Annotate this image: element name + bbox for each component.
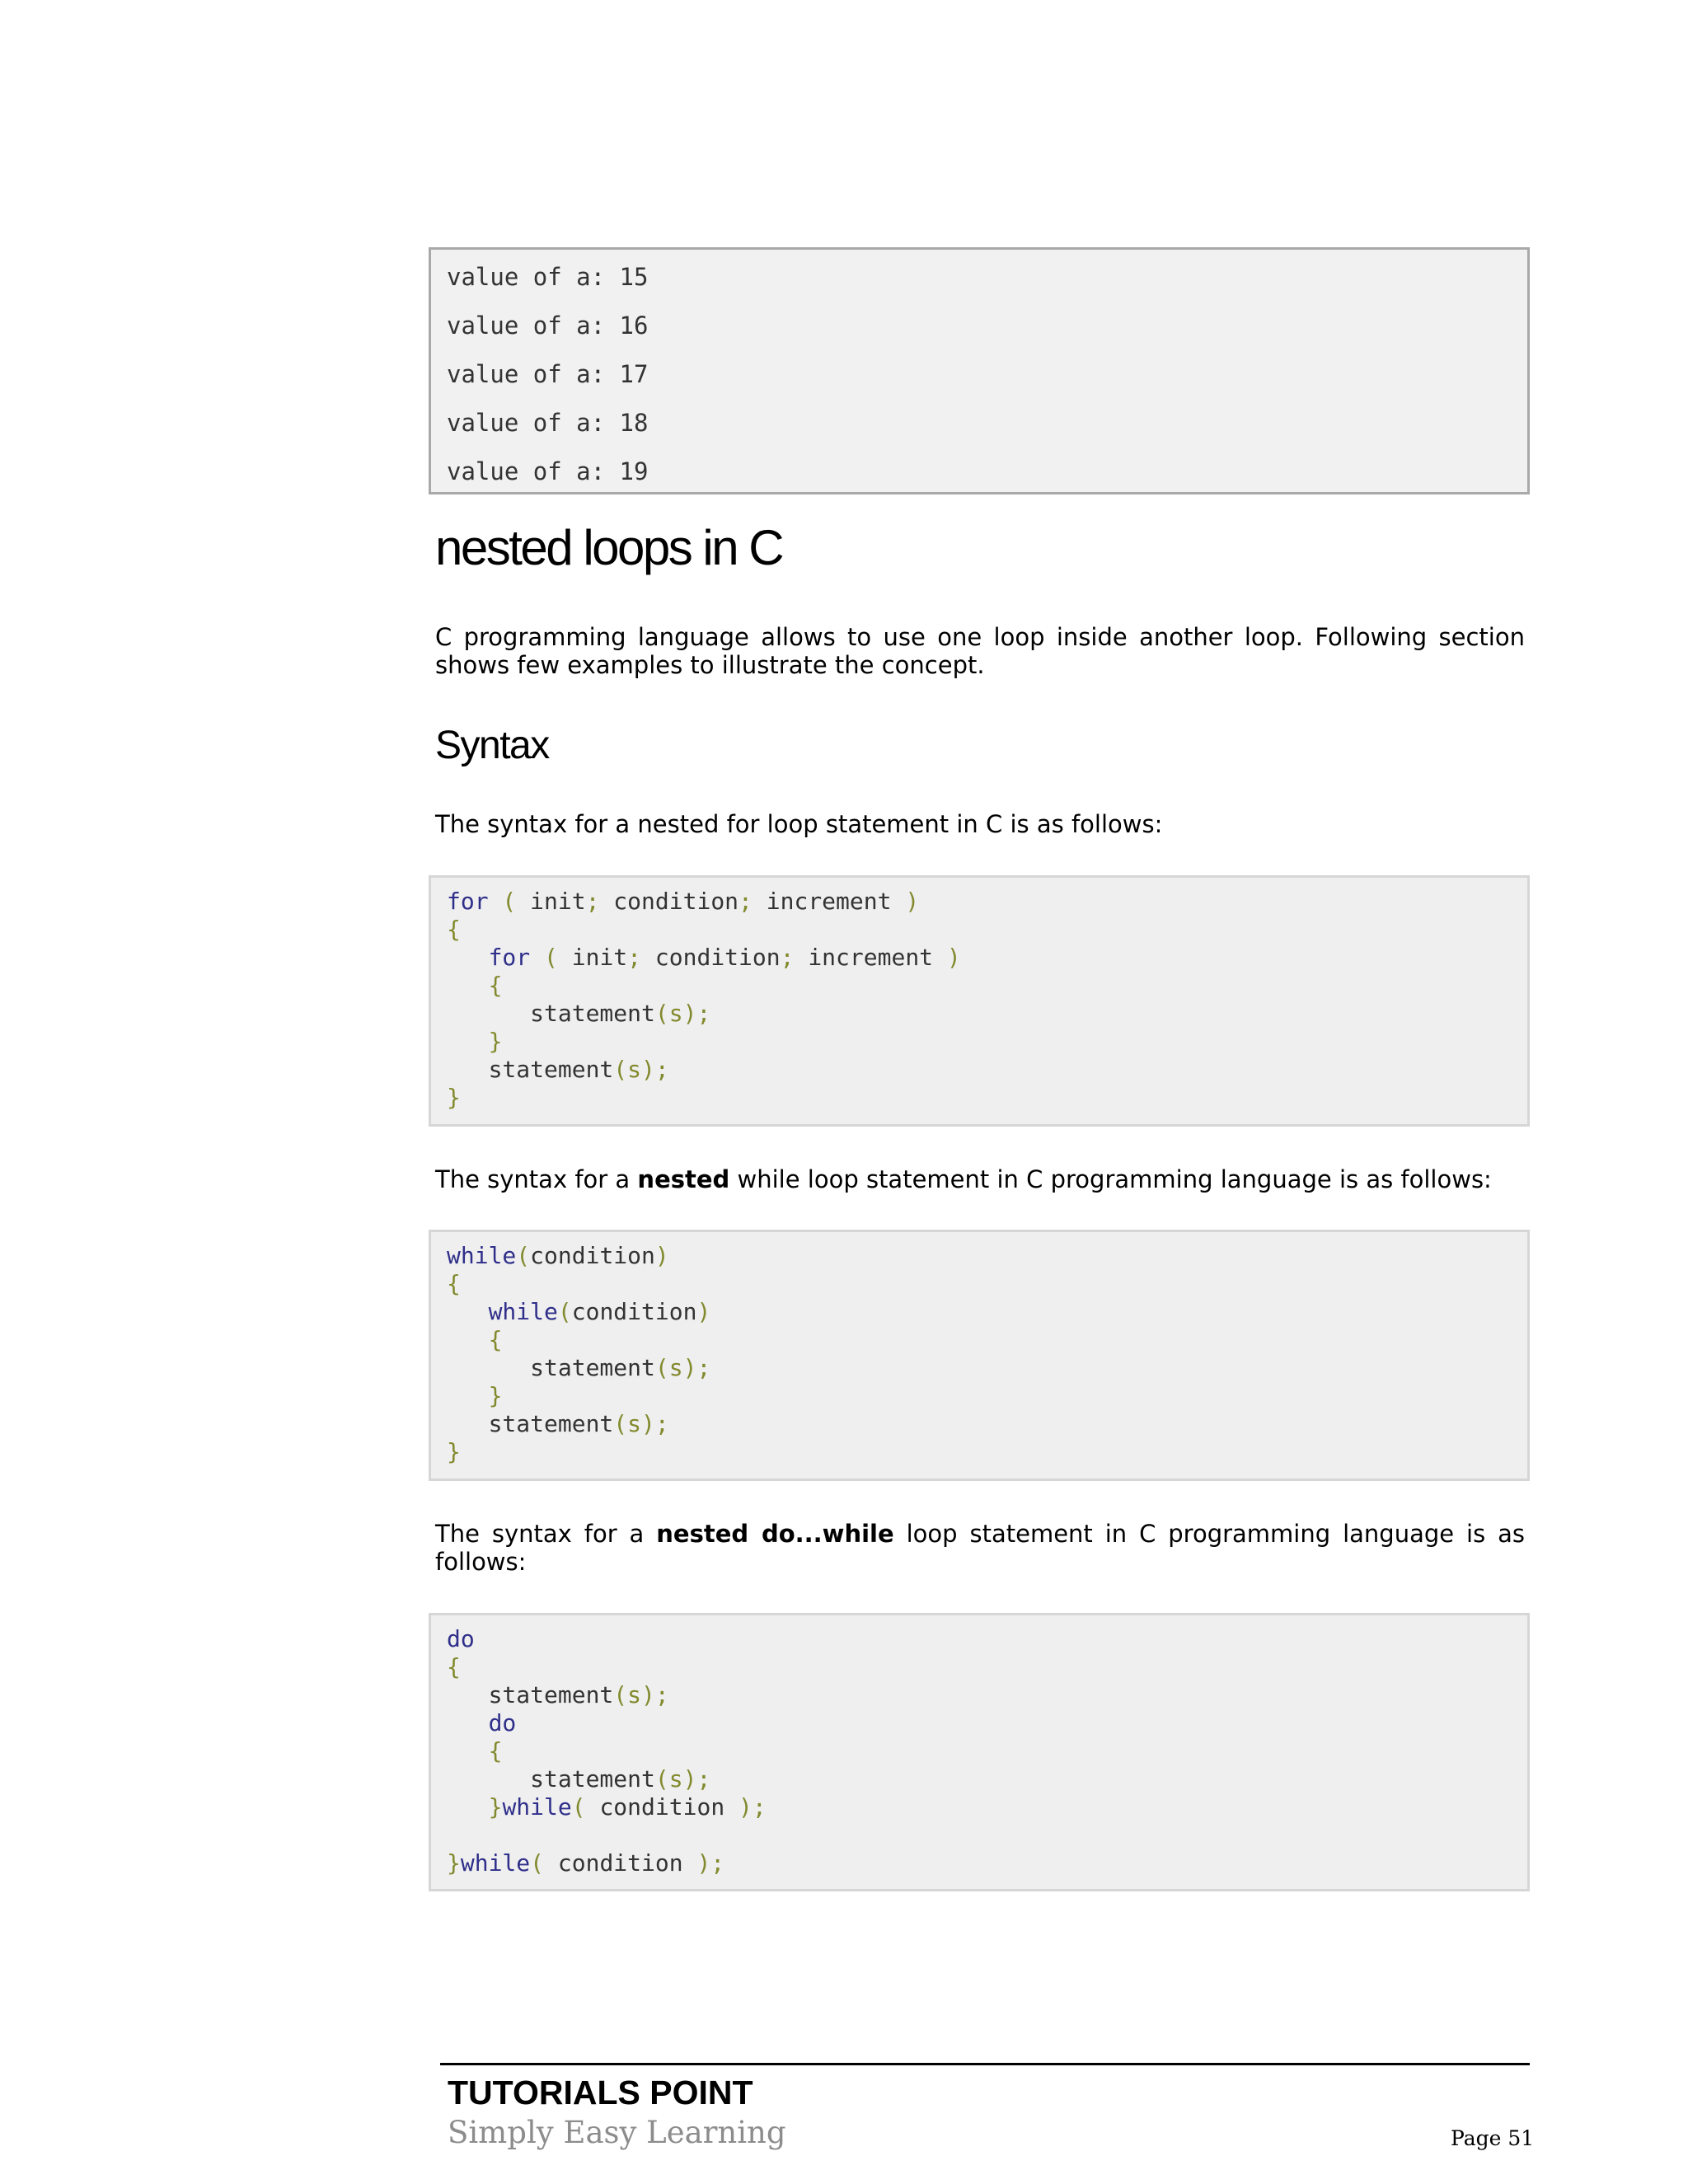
code-text: init bbox=[530, 888, 586, 915]
code-punctuation: (s); bbox=[613, 1681, 669, 1708]
code-punctuation: ( bbox=[530, 944, 572, 971]
for-syntax-intro: The syntax for a nested for loop statement in C is as follows: bbox=[435, 810, 1163, 838]
code-keyword: for bbox=[488, 944, 531, 971]
code-line bbox=[447, 1028, 1527, 1056]
code-line bbox=[447, 1000, 1527, 1028]
syntax-heading: Syntax bbox=[435, 724, 549, 767]
code-punctuation: } bbox=[488, 1028, 503, 1055]
code-keyword: do bbox=[447, 1625, 475, 1652]
code-text bbox=[447, 1709, 489, 1736]
for-loop-code-block bbox=[429, 875, 1530, 1127]
code-punctuation: ); bbox=[738, 1793, 767, 1821]
code-line bbox=[447, 1793, 1527, 1821]
code-line bbox=[447, 1298, 1527, 1326]
code-punctuation: ( bbox=[530, 1849, 558, 1877]
code-punctuation: (s); bbox=[654, 1000, 711, 1027]
dowhile-syntax-intro bbox=[435, 1520, 1525, 1576]
code-text bbox=[447, 1737, 489, 1765]
code-line bbox=[447, 1056, 1527, 1084]
code-line bbox=[447, 972, 1527, 1000]
while-syntax-intro bbox=[435, 1165, 1525, 1193]
code-line bbox=[447, 1382, 1527, 1410]
dowhile-intro-text-before: The syntax for a bbox=[435, 1520, 657, 1548]
code-text: condition bbox=[599, 1793, 739, 1821]
code-line bbox=[447, 1653, 1527, 1681]
code-line bbox=[447, 888, 1527, 916]
code-text: statement bbox=[447, 1410, 614, 1437]
code-line bbox=[447, 1242, 1527, 1270]
output-line: value of a: 17 bbox=[447, 360, 649, 388]
code-line bbox=[447, 1737, 1527, 1765]
code-punctuation: ) bbox=[946, 944, 961, 971]
code-text: statement bbox=[447, 1056, 614, 1083]
code-text bbox=[447, 972, 489, 999]
code-text bbox=[447, 1382, 489, 1409]
code-punctuation: (s); bbox=[654, 1765, 711, 1793]
code-punctuation: ) bbox=[654, 1242, 669, 1269]
output-line: value of a: 19 bbox=[447, 457, 649, 485]
code-punctuation: { bbox=[447, 1270, 461, 1297]
code-line bbox=[447, 1354, 1527, 1382]
code-line bbox=[447, 1849, 1527, 1877]
code-line bbox=[447, 916, 1527, 944]
code-punctuation: ) bbox=[905, 888, 920, 915]
code-punctuation: ; bbox=[738, 888, 753, 915]
code-line bbox=[447, 1821, 1527, 1849]
code-punctuation: { bbox=[488, 972, 503, 999]
code-punctuation: ( bbox=[488, 888, 531, 915]
code-punctuation: ( bbox=[571, 1793, 600, 1821]
section-title: nested loops in C bbox=[435, 520, 783, 575]
code-punctuation: ; bbox=[585, 888, 600, 915]
code-line bbox=[447, 1410, 1527, 1438]
code-line bbox=[447, 1625, 1527, 1653]
code-line bbox=[447, 1270, 1527, 1298]
output-line: value of a: 15 bbox=[447, 263, 649, 291]
output-line: value of a: 16 bbox=[447, 312, 649, 340]
dowhile-intro-bold-text: nested do...while bbox=[656, 1520, 894, 1548]
code-punctuation: } bbox=[447, 1849, 461, 1877]
code-punctuation: ; bbox=[780, 944, 795, 971]
code-text bbox=[447, 1028, 489, 1055]
code-keyword: for bbox=[447, 888, 489, 915]
code-punctuation: } bbox=[447, 1438, 461, 1465]
intro-paragraph: C programming language allows to use one loop inside another loop. Following section shows few examples to illustrate the concept. bbox=[435, 623, 1525, 679]
program-output-block bbox=[429, 247, 1530, 494]
code-punctuation: ) bbox=[696, 1298, 711, 1325]
code-keyword: while bbox=[488, 1298, 558, 1325]
code-line bbox=[447, 1681, 1527, 1709]
code-line bbox=[447, 1326, 1527, 1354]
code-keyword: while bbox=[447, 1242, 517, 1269]
code-punctuation: { bbox=[447, 916, 461, 943]
code-text: condition bbox=[530, 1242, 655, 1269]
code-punctuation: } bbox=[488, 1382, 503, 1409]
while-intro-text-after: while loop statement in C programming language is as follows: bbox=[729, 1165, 1492, 1193]
while-intro-bold-text: nested bbox=[637, 1165, 730, 1193]
dowhile-intro-text-after: loop statement in C programming language is as follows: bbox=[435, 1520, 1525, 1576]
footer-divider bbox=[440, 2063, 1530, 2065]
code-text: condition bbox=[641, 944, 781, 971]
code-line bbox=[447, 1709, 1527, 1737]
code-text bbox=[447, 944, 489, 971]
code-text bbox=[447, 1298, 489, 1325]
code-text: statement bbox=[447, 1000, 655, 1027]
while-intro-text-before: The syntax for a bbox=[435, 1165, 638, 1193]
code-text: statement bbox=[447, 1765, 655, 1793]
code-punctuation: { bbox=[447, 1653, 461, 1680]
code-text: condition bbox=[599, 888, 739, 915]
code-text: init bbox=[571, 944, 628, 971]
code-punctuation: } bbox=[447, 1084, 461, 1111]
code-line bbox=[447, 1084, 1527, 1112]
code-text bbox=[447, 1793, 489, 1821]
code-text: statement bbox=[447, 1681, 614, 1708]
code-punctuation: (s); bbox=[613, 1056, 669, 1083]
code-text: condition bbox=[557, 1849, 697, 1877]
code-keyword: while bbox=[502, 1793, 572, 1821]
code-keyword: while bbox=[460, 1849, 531, 1877]
code-punctuation: { bbox=[488, 1326, 503, 1353]
code-punctuation: (s); bbox=[613, 1410, 669, 1437]
code-text: condition bbox=[571, 1298, 697, 1325]
code-punctuation: } bbox=[488, 1793, 503, 1821]
while-loop-code-block bbox=[429, 1230, 1530, 1481]
code-punctuation: ( bbox=[516, 1242, 531, 1269]
code-punctuation: { bbox=[488, 1737, 503, 1765]
code-line bbox=[447, 1765, 1527, 1793]
output-line: value of a: 18 bbox=[447, 409, 649, 437]
code-punctuation: ( bbox=[557, 1298, 572, 1325]
dowhile-loop-code-block bbox=[429, 1613, 1530, 1891]
code-line bbox=[447, 944, 1527, 972]
page-number: Page 51 bbox=[1451, 2126, 1535, 2150]
code-keyword: do bbox=[488, 1709, 517, 1736]
code-text: statement bbox=[447, 1354, 655, 1381]
code-punctuation: (s); bbox=[654, 1354, 711, 1381]
code-punctuation: ; bbox=[627, 944, 642, 971]
code-text bbox=[447, 1326, 489, 1353]
code-text: increment bbox=[794, 944, 947, 971]
code-line bbox=[447, 1438, 1527, 1466]
code-punctuation: ); bbox=[696, 1849, 725, 1877]
footer-brand: TUTORIALS POINT bbox=[448, 2074, 753, 2111]
footer-tagline: Simply Easy Learning bbox=[448, 2115, 786, 2150]
code-text: increment bbox=[752, 888, 906, 915]
